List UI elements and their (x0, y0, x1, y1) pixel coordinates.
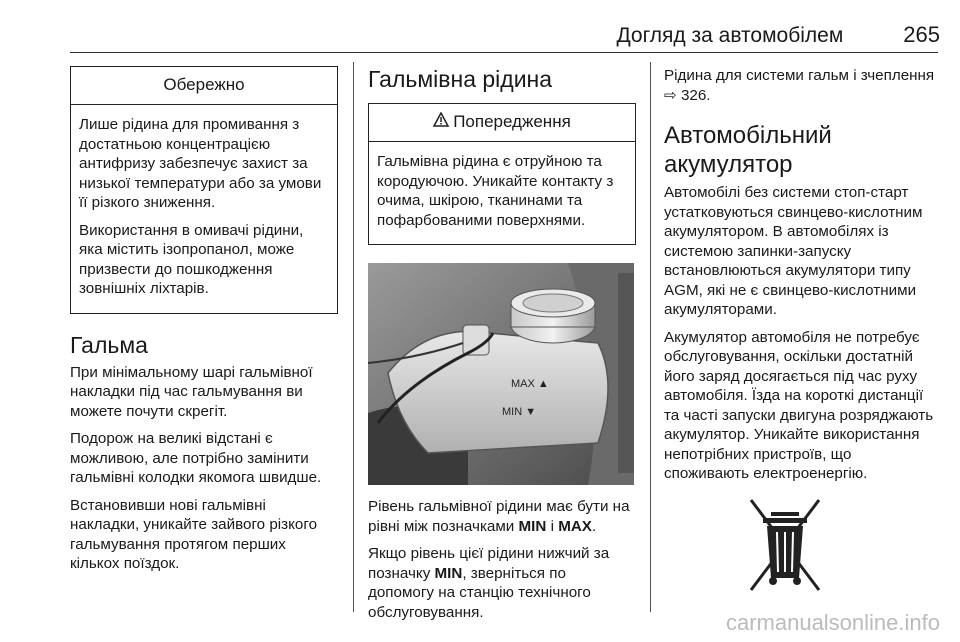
battery-paragraph-2: Акумулятор автомобіля не потребує обслуговування, оскільки достатній його заряд досягається під час руху автомобіля. Їзда на короткі дистанції та часті запуски двигуна розряджають акумулятор. Уникайте використання непотрібних пристроїв, що споживають електроенергію. (664, 328, 934, 482)
column-middle (368, 66, 636, 630)
page-number: 265 (903, 22, 940, 47)
caution-paragraph-1: Лише рідина для промивання з достатньою концентрацією антифризу забезпечує захист за низької температури або за умови її різкого зниження. (79, 116, 322, 211)
brakes-heading: Гальма (70, 331, 148, 358)
column-divider-2 (650, 62, 651, 612)
fluid-reference: Рідина для системи гальм і зчеплення ⇨ 326. (664, 67, 935, 104)
warning-box (368, 103, 636, 245)
column-right (664, 66, 940, 492)
page-reference-link[interactable]: 326. (680, 86, 711, 104)
header-rule (70, 52, 938, 53)
column-left (70, 66, 338, 582)
right-arrow-icon: ⇨ (664, 86, 681, 104)
watermark: carmanualsonline.info (725, 610, 940, 635)
brakes-paragraph-1: При мінімальному шарі гальмівної накладки під час гальмування ви можете почути скрегіт. (70, 363, 313, 420)
battery-heading: Автомобільний акумулятор (664, 122, 832, 178)
brake-fluid-paragraph-2: Якщо рівень цієї рідини нижчий за позначку MIN, зверніться по допомогу на станцію технічного обслуговування. (368, 545, 610, 621)
brake-fluid-paragraph-1: Рівень гальмівної рідини має бути на рівні між позначками MIN і MAX. (368, 498, 630, 535)
brake-fluid-reservoir-photo (368, 263, 634, 485)
page-header-title: Догляд за автомобілем (616, 24, 844, 47)
reservoir-max-mark: MAX ▲ (511, 378, 549, 390)
warning-text: Гальмівна рідина є отруйною та кородуючою. Уникайте контакту з очима, шкірою, тканинами та пофарбованими поверхнями. (377, 153, 614, 229)
column-divider-1 (353, 62, 354, 612)
page-header (616, 22, 940, 48)
warning-triangle-icon (433, 112, 449, 132)
reservoir-min-mark: MIN ▼ (502, 406, 537, 418)
caution-box (70, 66, 338, 314)
battery-paragraph-1: Автомобілі без системи стоп-старт устатковуються свинцево-кислотним акумулятором. В автомобілях із системою запинки-запуску встановлюються акумулятори типу AGM, які не є свинцево-кислотними акумуляторами. (664, 184, 923, 318)
warning-title: Попередження (453, 112, 571, 131)
brake-fluid-heading: Гальмівна рідина (368, 66, 553, 92)
caution-paragraph-2: Використання в омивачі рідини, яка містить ізопропанол, може призвести до пошкодження зовнішніх ліхтарів. (79, 221, 304, 297)
brakes-paragraph-3: Встановивши нові гальмівні накладки, уникайте зайвого різкого гальмування протягом перших кількох поїздок. (70, 496, 318, 572)
brakes-paragraph-2: Подорож на великі відстані є можливою, але потрібно замінити гальмівні колодки якомога швидше. (70, 430, 322, 486)
crossed-out-bin-icon (745, 496, 825, 599)
caution-title: Обережно (71, 67, 337, 105)
